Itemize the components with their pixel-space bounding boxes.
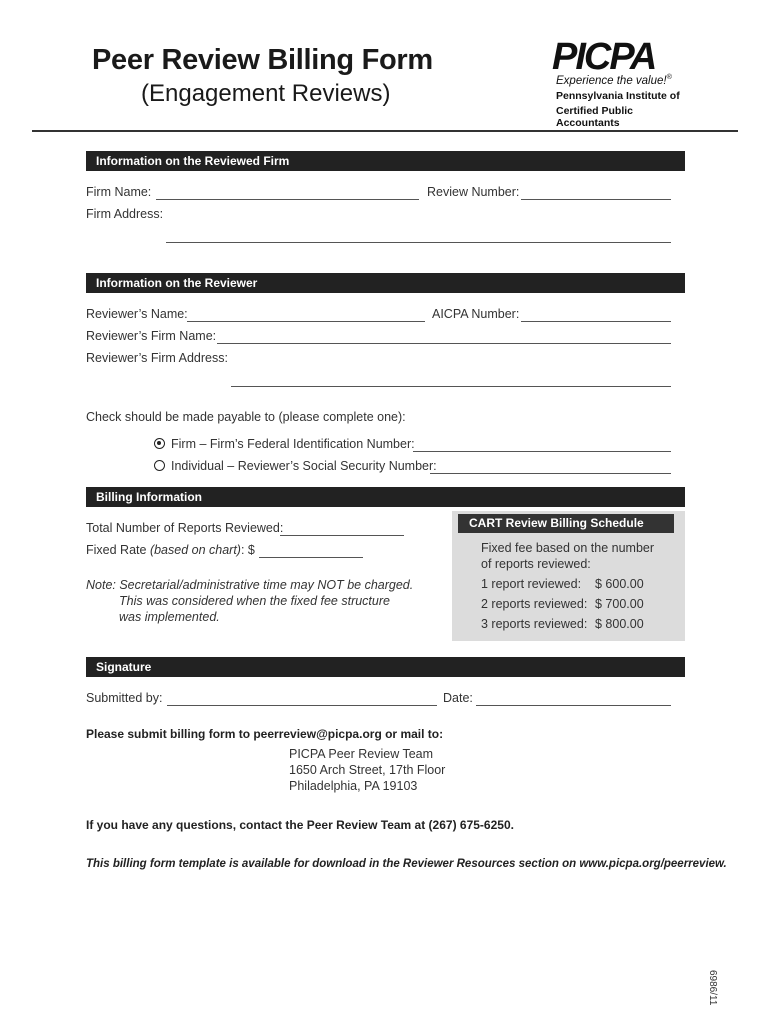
section-heading-reviewer: Information on the Reviewer bbox=[86, 273, 685, 293]
mailing-address bbox=[289, 746, 445, 794]
payable-prompt: Check should be made payable to (please complete one): bbox=[86, 410, 406, 424]
firm-name-field[interactable] bbox=[156, 199, 419, 200]
logo-mark: PICPA bbox=[552, 36, 656, 78]
fixed-rate-label: Fixed Rate (based on chart): $ bbox=[86, 543, 255, 557]
reviewer-firm-address-label: Reviewer’s Firm Address: bbox=[86, 351, 228, 365]
aicpa-number-field[interactable] bbox=[521, 321, 671, 322]
section-heading-firm: Information on the Reviewed Firm bbox=[86, 151, 685, 171]
reviewer-name-field[interactable] bbox=[187, 321, 425, 322]
address-line1: PICPA Peer Review Team bbox=[289, 747, 434, 761]
cart-row-label: 2 reports reviewed: bbox=[481, 597, 588, 611]
radio-individual[interactable] bbox=[154, 460, 165, 471]
submitted-by-field[interactable] bbox=[167, 705, 437, 706]
billing-note-line2: This was considered when the fixed fee structure bbox=[119, 594, 390, 608]
logo-tagline: Experience the value!® bbox=[556, 74, 672, 87]
picpa-logo bbox=[552, 36, 692, 129]
date-label: Date: bbox=[443, 691, 473, 705]
form-code: 6986/11 bbox=[707, 970, 718, 1006]
address-line3: Philadelphia, PA 19103 bbox=[289, 779, 418, 793]
fixed-rate-field[interactable] bbox=[259, 557, 363, 558]
download-note: This billing form template is available for download in the Reviewer Resources section on www.picpa.org/peerreview. bbox=[86, 858, 727, 870]
logo-org-line2: Certified Public Accountants bbox=[556, 104, 634, 129]
firm-name-label: Firm Name: bbox=[86, 185, 152, 199]
cart-row-amount: $ 800.00 bbox=[595, 617, 644, 631]
aicpa-number-label: AICPA Number: bbox=[432, 307, 520, 321]
reviewer-firm-name-label: Reviewer’s Firm Name: bbox=[86, 329, 217, 343]
review-number-label: Review Number: bbox=[427, 185, 520, 199]
cart-intro-line2: of reports reviewed: bbox=[481, 557, 591, 571]
submitted-by-label: Submitted by: bbox=[86, 691, 163, 705]
radio-firm[interactable] bbox=[154, 438, 165, 449]
cart-row-label: 1 report reviewed: bbox=[481, 577, 582, 591]
billing-note-line3: was implemented. bbox=[119, 610, 220, 624]
form-title: Peer Review Billing Form bbox=[92, 44, 433, 76]
logo-org-line1: Pennsylvania Institute of bbox=[556, 89, 680, 102]
date-field[interactable] bbox=[476, 705, 671, 706]
total-reports-label: Total Number of Reports Reviewed: bbox=[86, 521, 284, 535]
reviewer-firm-name-field[interactable] bbox=[217, 343, 671, 344]
address-line2: 1650 Arch Street, 17th Floor bbox=[289, 763, 446, 777]
review-number-field[interactable] bbox=[521, 199, 671, 200]
total-reports-field[interactable] bbox=[280, 535, 404, 536]
cart-schedule-heading: CART Review Billing Schedule bbox=[458, 514, 674, 533]
form-subtitle: (Engagement Reviews) bbox=[141, 80, 391, 107]
firm-federal-id-field[interactable] bbox=[413, 451, 671, 452]
option-individual-label: Individual – Reviewer’s Social Security Number: bbox=[171, 459, 437, 473]
cart-row-amount: $ 600.00 bbox=[595, 577, 644, 591]
reviewer-name-label: Reviewer’s Name: bbox=[86, 307, 188, 321]
reviewer-firm-address-field[interactable] bbox=[231, 386, 671, 387]
submit-instruction: Please submit billing form to peerreview@picpa.org or mail to: bbox=[86, 727, 444, 741]
billing-note bbox=[86, 577, 413, 625]
header-divider bbox=[32, 130, 738, 132]
option-firm-label: Firm – Firm’s Federal Identification Number: bbox=[171, 437, 415, 451]
cart-intro-line1: Fixed fee based on the number bbox=[481, 541, 655, 555]
firm-address-field[interactable] bbox=[166, 242, 671, 243]
cart-row-label: 3 reports reviewed: bbox=[481, 617, 588, 631]
section-heading-billing: Billing Information bbox=[86, 487, 685, 507]
questions-contact: If you have any questions, contact the Peer Review Team at (267) 675-6250. bbox=[86, 818, 514, 832]
section-heading-signature: Signature bbox=[86, 657, 685, 677]
reviewer-ssn-field[interactable] bbox=[430, 473, 671, 474]
cart-row-amount: $ 700.00 bbox=[595, 597, 644, 611]
firm-address-label: Firm Address: bbox=[86, 207, 164, 221]
billing-note-line1: Note: Secretarial/administrative time may NOT be charged. bbox=[86, 578, 414, 592]
